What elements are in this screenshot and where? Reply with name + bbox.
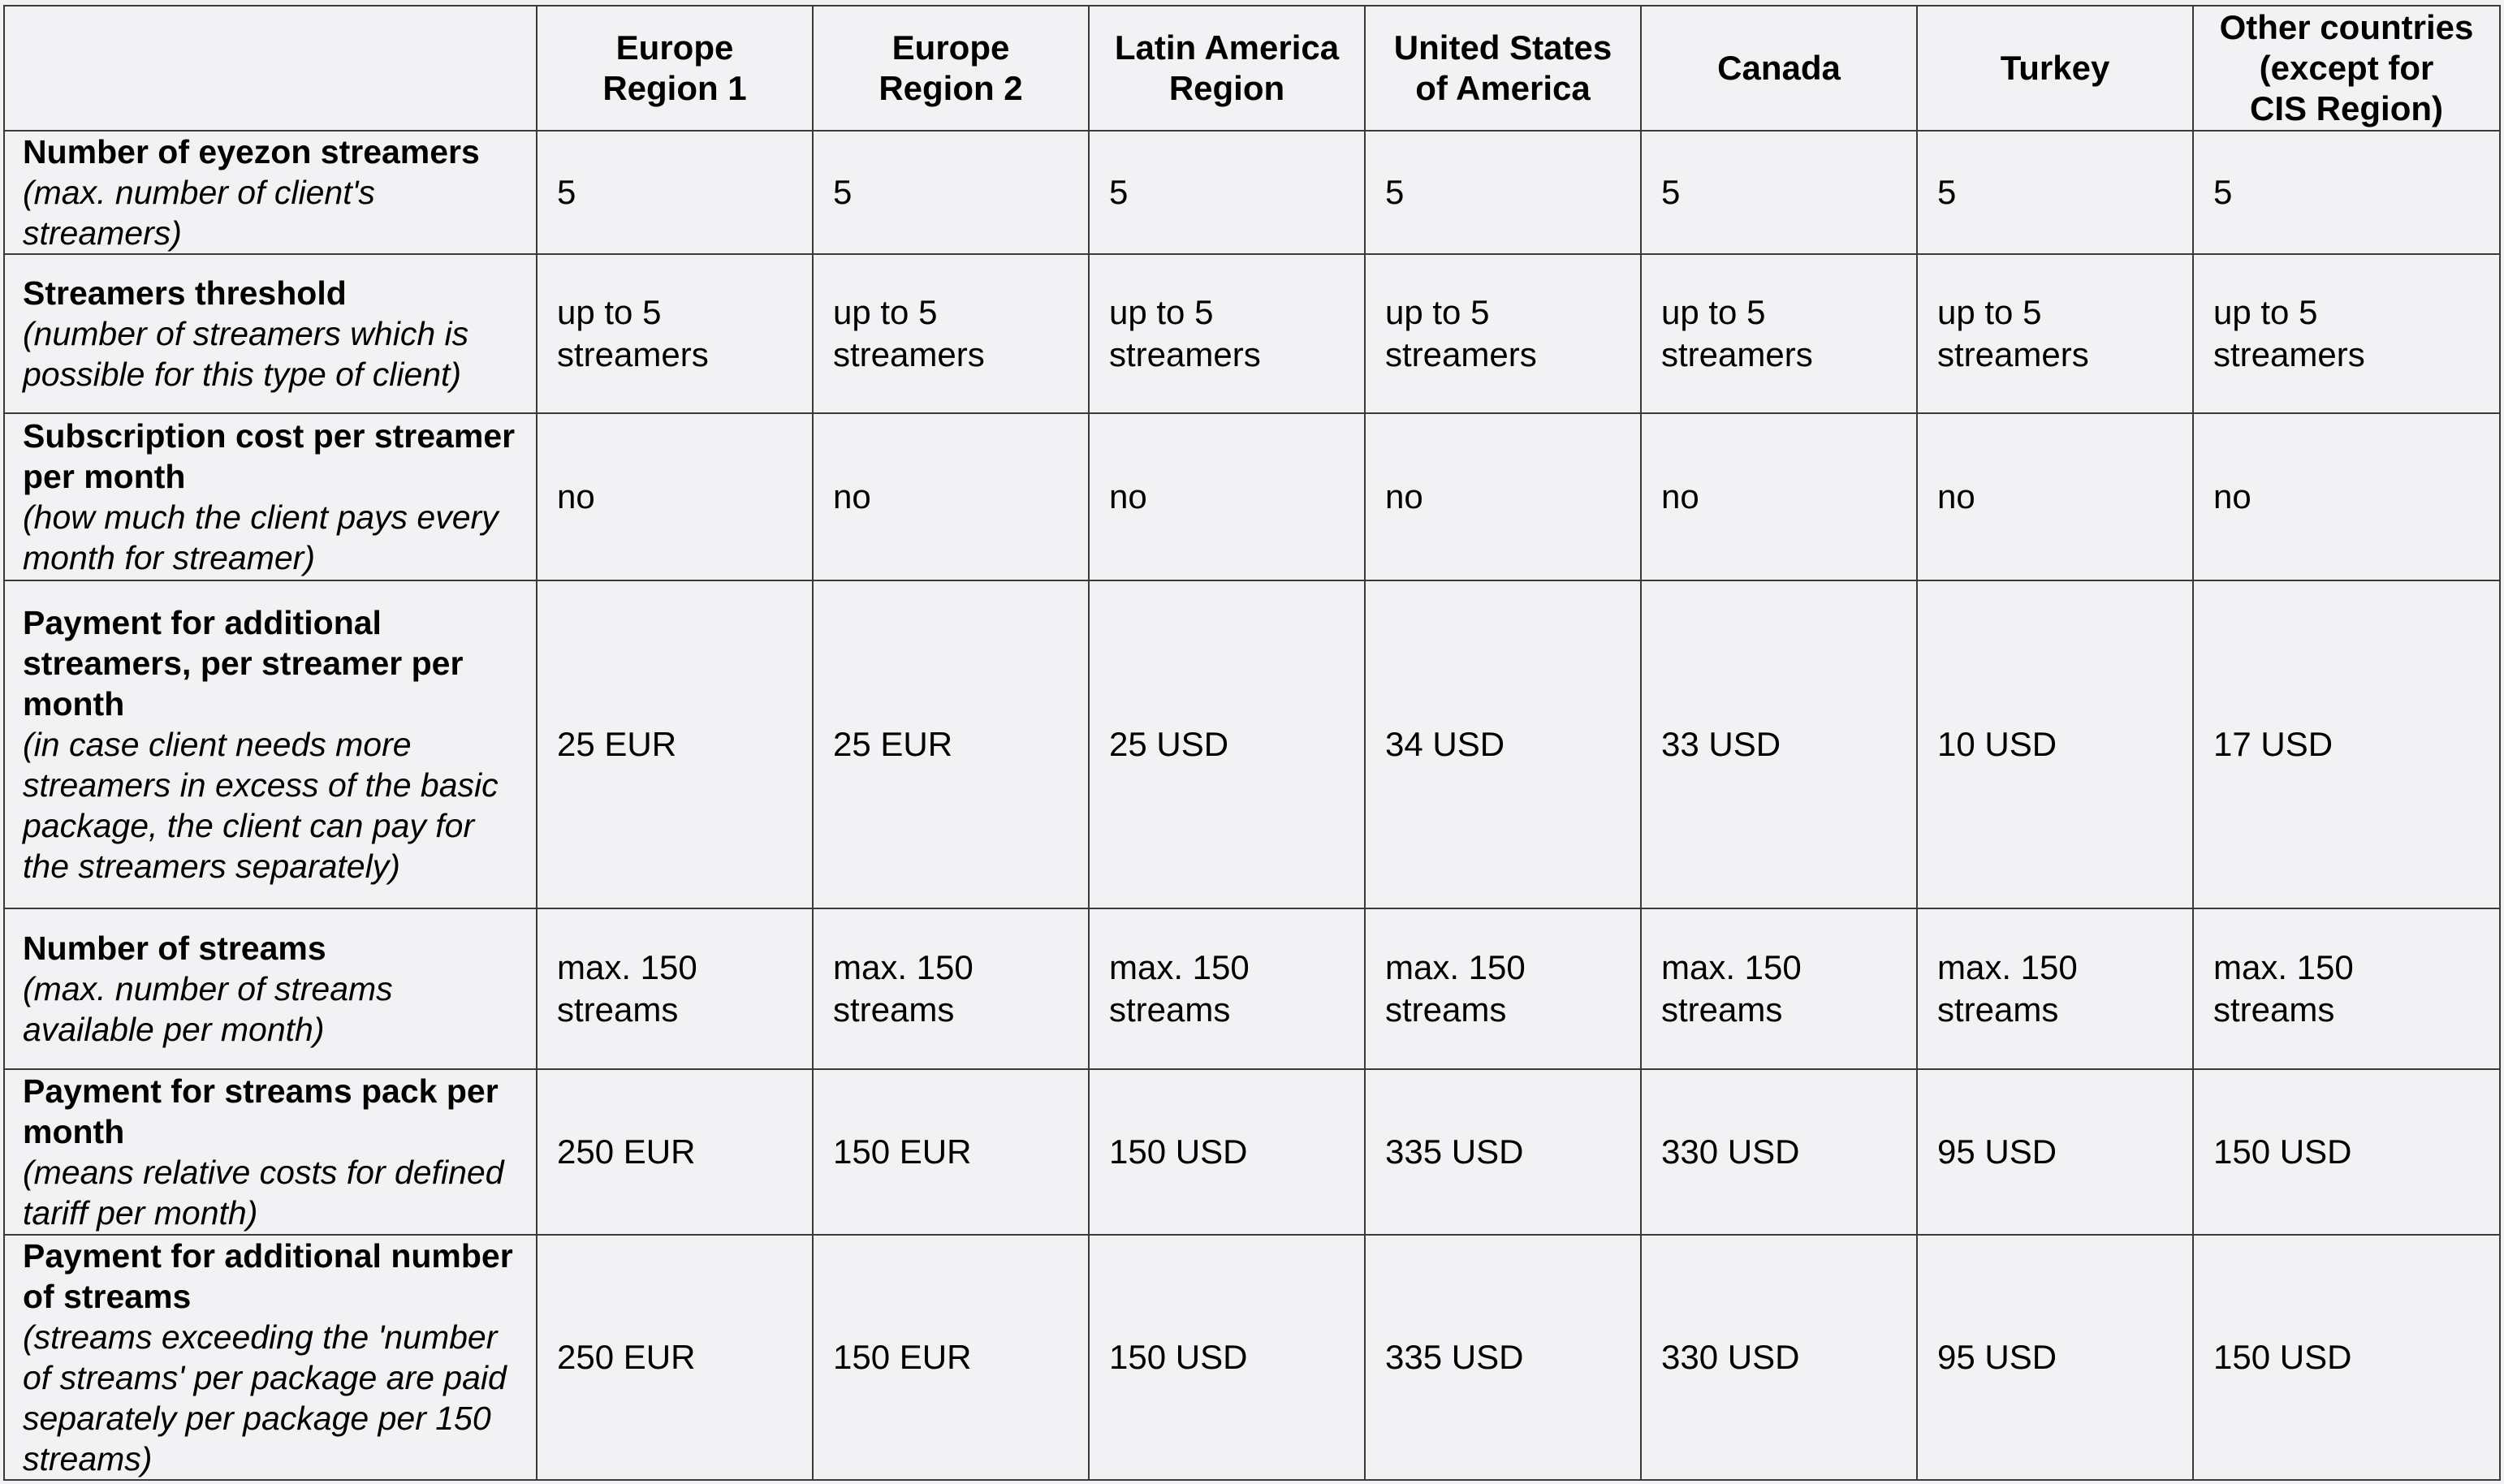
value-cell [1365,580,1641,908]
value-cell [813,580,1089,908]
value-line: 150 USD [2213,1338,2352,1376]
value-line: 150 USD [1109,1132,1248,1171]
header-line: CIS Region) [2250,89,2443,127]
value-cell [1917,908,2193,1069]
table-row [4,131,2500,254]
value-line: 335 USD [1385,1338,1524,1376]
value-line: 150 USD [1109,1338,1248,1376]
value-cell [1641,254,1917,413]
value-line: no [1937,477,1975,516]
value-cell [1917,254,2193,413]
table-row [4,1235,2500,1480]
value-line: streams [1109,990,1231,1029]
value-line: up to 5 [1109,293,1214,331]
row-title: Payment for streams pack per month [23,1072,499,1150]
value-line: up to 5 [2213,293,2318,331]
value-line: max. 150 [1661,948,1802,986]
value-cell [813,908,1089,1069]
value-line: max. 150 [1937,948,2078,986]
value-cell [1917,131,2193,254]
value-cell [1365,1069,1641,1235]
value-cell [1089,580,1365,908]
value-line: up to 5 [833,293,938,331]
row-title: Payment for additional streamers, per streamer per month [23,604,464,723]
table-row [4,254,2500,413]
row-note: (max. number of client's streamers) [23,174,375,252]
value-line: 5 [1385,173,1405,211]
value-cell [537,580,813,908]
value-line: 5 [1661,173,1681,211]
table-row [4,908,2500,1069]
row-note: (in case client needs more streamers in excess of the basic package, the client can pay for the streamers separately) [23,726,499,885]
value-cell [1089,1069,1365,1235]
header-canada [1641,6,1917,131]
header-europe-region-1 [537,6,813,131]
value-cell [1365,1235,1641,1480]
value-cell [537,413,813,580]
value-cell [1641,1235,1917,1480]
value-cell [1917,1069,2193,1235]
value-line: up to 5 [1661,293,1766,331]
row-label [4,908,537,1069]
value-cell [1089,413,1365,580]
value-cell [813,131,1089,254]
value-line: up to 5 [1385,293,1490,331]
value-line: 5 [1109,173,1129,211]
value-cell [537,1069,813,1235]
value-line: 330 USD [1661,1132,1800,1171]
value-line: no [557,477,595,516]
value-cell [813,1235,1089,1480]
header-line: Europe [615,28,734,67]
value-line: 250 EUR [557,1132,696,1171]
value-cell [813,413,1089,580]
value-cell [813,254,1089,413]
value-cell [2193,413,2500,580]
header-line: of America [1415,69,1591,107]
header-row [4,6,2500,131]
header-line: Latin America [1114,28,1340,67]
value-cell [2193,131,2500,254]
value-cell [2193,254,2500,413]
value-line: 17 USD [2213,725,2333,763]
value-cell [2193,1069,2500,1235]
value-line: 5 [833,173,853,211]
value-line: streams [1937,990,2059,1029]
value-line: 150 EUR [833,1132,972,1171]
value-cell [1641,580,1917,908]
value-line: no [833,477,871,516]
header-turkey [1917,6,2193,131]
value-line: up to 5 [557,293,662,331]
value-cell [2193,908,2500,1069]
row-label [4,413,537,580]
value-line: 5 [2213,173,2233,211]
header-line: (except for [2259,49,2434,87]
value-line: streamers [557,335,709,373]
header-europe-region-2 [813,6,1089,131]
row-title: Number of eyezon streamers [23,133,480,170]
value-line: 33 USD [1661,725,1781,763]
value-line: no [2213,477,2251,516]
row-label [4,1069,537,1235]
value-cell [1917,580,2193,908]
row-label [4,1235,537,1480]
value-line: 95 USD [1937,1132,2057,1171]
value-line: max. 150 [2213,948,2354,986]
table-row [4,580,2500,908]
value-line: no [1661,477,1699,516]
header-line: Other countries [2219,8,2474,46]
value-line: 5 [1937,173,1957,211]
value-cell [813,1069,1089,1235]
row-title: Subscription cost per streamer per month [23,417,516,495]
value-cell [1917,413,2193,580]
row-title: Streamers threshold [23,274,347,312]
header-united-states [1365,6,1641,131]
value-line: 150 EUR [833,1338,972,1376]
value-line: max. 150 [833,948,974,986]
header-line: United States [1393,28,1612,67]
value-cell [1365,131,1641,254]
value-line: max. 150 [557,948,697,986]
value-line: streamers [1385,335,1537,373]
header-line: Region 1 [602,69,747,107]
value-line: 95 USD [1937,1338,2057,1376]
value-cell [1089,254,1365,413]
value-cell [537,1235,813,1480]
value-line: streamers [1661,335,1813,373]
value-line: streams [1661,990,1783,1029]
value-cell [1641,413,1917,580]
value-cell [1641,1069,1917,1235]
value-line: 250 EUR [557,1338,696,1376]
row-note: (streams exceeding the 'number of streams' per package are paid separately per package per 150 streams) [23,1318,507,1478]
value-cell [1089,908,1365,1069]
header-line: Canada [1717,49,1841,87]
header-line: Turkey [2000,49,2110,87]
value-line: 335 USD [1385,1132,1524,1171]
table-row [4,1069,2500,1235]
value-line: no [1109,477,1147,516]
header-line: Europe [892,28,1010,67]
value-cell [1917,1235,2193,1480]
row-title: Number of streams [23,930,326,967]
value-line: 34 USD [1385,725,1505,763]
value-line: streams [1385,990,1507,1029]
value-cell [1641,908,1917,1069]
pricing-table [3,5,2501,1481]
header-other-countries [2193,6,2500,131]
value-line: 150 USD [2213,1132,2352,1171]
value-line: max. 150 [1109,948,1250,986]
value-cell [537,254,813,413]
value-line: streams [557,990,679,1029]
header-line: Region [1168,69,1285,107]
value-line: streamers [1109,335,1261,373]
value-cell [1365,254,1641,413]
row-note: (means relative costs for defined tariff per month) [23,1154,504,1232]
header-latin-america [1089,6,1365,131]
row-label [4,131,537,254]
table-row [4,413,2500,580]
value-line: 25 EUR [557,725,677,763]
value-line: 330 USD [1661,1338,1800,1376]
value-cell [537,131,813,254]
value-cell [537,908,813,1069]
row-note: (how much the client pays every month for streamer) [23,498,499,576]
header-line: Region 2 [879,69,1023,107]
header-corner-cell [4,6,537,131]
value-cell [1641,131,1917,254]
value-line: streamers [833,335,985,373]
row-title: Payment for additional number of streams [23,1237,513,1315]
value-line: streams [833,990,955,1029]
value-line: streamers [2213,335,2365,373]
row-note: (max. number of streams available per month) [23,970,393,1048]
value-line: up to 5 [1937,293,2042,331]
value-line: 25 EUR [833,725,953,763]
value-cell [2193,580,2500,908]
value-line: max. 150 [1385,948,1526,986]
row-label [4,254,537,413]
value-cell [1089,131,1365,254]
row-label [4,580,537,908]
value-line: streams [2213,990,2335,1029]
row-note: (number of streamers which is possible for this type of client) [23,315,469,393]
value-line: 10 USD [1937,725,2057,763]
value-cell [1365,908,1641,1069]
value-line: 25 USD [1109,725,1229,763]
value-cell [2193,1235,2500,1480]
value-line: streamers [1937,335,2089,373]
value-line: 5 [557,173,576,211]
value-line: no [1385,477,1423,516]
value-cell [1089,1235,1365,1480]
value-cell [1365,413,1641,580]
